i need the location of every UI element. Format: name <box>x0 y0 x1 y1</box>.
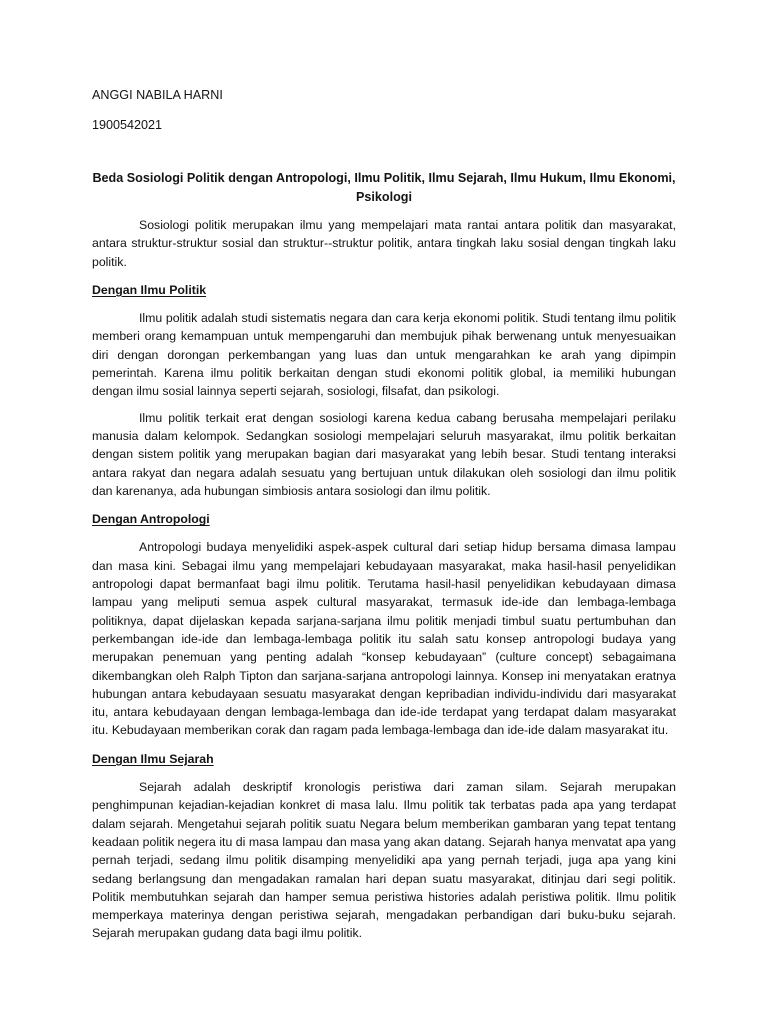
section-ilmu-politik <box>92 281 676 500</box>
section-antropologi <box>92 510 676 740</box>
intro-paragraph: Sosiologi politik merupakan ilmu yang mempelajari mata rantai antara politik dan masyarakat, antara struktur-struktur sosial dan struktur--struktur politik, antara tingkah laku sosial dengan tingkah laku politik. <box>92 218 676 269</box>
author-name: ANGGI NABILA HARNI <box>92 88 223 102</box>
section-paragraph: Ilmu politik terkait erat dengan sosiologi karena kedua cabang berusaha mempelajari perilaku manusia dalam kelompok. Sedangkan sosiologi mempelajari seluruh masyarakat, ilmu politik berkaitan dengan sistem politik yang merupakan bagian dari masyarakat yang lebih besar. Studi tentang interaksi antara rakyat dan negara adalah sesuatu yang bertujuan untuk dilakukan oleh sosiologi dan ilmu politik dan karenanya, ada hubungan simbiosis antara sosiologi dan ilmu politik. <box>92 410 676 498</box>
section-heading: Dengan Ilmu Sejarah <box>92 751 214 766</box>
section-ilmu-sejarah <box>92 750 676 943</box>
section-paragraph: Antropologi budaya menyelidiki aspek-aspek cultural dari setiap hidup bersama dimasa lampau dan masa kini. Sebagai ilmu yang mempelajari kebudayaan masyarakat, maka hasil-hasil penyelidikan antropologi dapat bermanfaat bagi ilmu politik. Terutama hasil-hasil penyelidikan kebudayaan dimasa lampau yang meliputi semua aspek cultural masyarakat, termasuk ide-ide dan lembaga-lembaga politiknya, dapat dijelaskan kepada sarjana-sarjana ilmu politik menjadi timbul suatu pertumbuhan dan perkembangan ide-ide dan lembaga-lembaga politik itu salah satu konsep antropologi budaya yang merupakan penemuan yang penting adalah “konsep kebudayaan” (culture concept) sebagaimana dikembangkan oleh Ralph Tipton dan sarjana-sarjana antropologi lainnya. Konsep ini menyatakan eratnya hubungan antara kebudayaan sesuatu masyarakat dengan kepribadian individu-individu dari masyarakat itu, antara kebudayaan dengan lembaga-lembaga dan ide-ide terdapat yang terdapat dalam masyarakat itu. Kebudayaan memberikan corak dan ragam pada lembaga-lembaga dan ide-ide dalam masyarakat itu. <box>92 540 676 738</box>
section-paragraph: Ilmu politik adalah studi sistematis negara dan cara kerja ekonomi politik. Studi tentang ilmu politik memberi orang kemampuan untuk mempengaruhi dan membujuk pihak berwenang untuk menyesuaikan diri dengan dorongan perkembangan yang luas dan untuk mengarahkan ke arah yang dipimpin pemerintah. Karena ilmu politik berkaitan dengan studi ekonomi politik global, ia memiliki hubungan dengan ilmu sosial lainnya seperti sejarah, sosiologi, filsafat, dan psikologi. <box>92 311 676 399</box>
document-title: Beda Sosiologi Politik dengan Antropologi, Ilmu Politik, Ilmu Sejarah, Ilmu Hukum, Ilmu Ekonomi, Psikologi <box>92 171 676 204</box>
document-body <box>92 216 676 943</box>
section-heading: Dengan Antropologi <box>92 512 210 527</box>
section-paragraph: Sejarah adalah deskriptif kronologis peristiwa dari zaman silam. Sejarah merupakan penghimpunan kejadian-kejadian konkret di masa lalu. Ilmu politik tak terbatas pada apa yang terdapat dalam sejarah. Mengetahui sejarah politik suatu Negara belum memberikan gambaran yang tepat tentang keadaan politik negera itu di masa lampau dan masa yang akan datang. Sejarah hanya menvatat apa yang pernah terjadi, sedang ilmu politik disamping menyelidiki apa yang pernah terjadi, juga apa yang kini sedang berlangsung dan mengadakan ramalan hari depan suatu masyarakat, ditinjau dari segi politik. Politik membutuhkan sejarah dan hamper semua peristiwa histories adalah peristiwa politik. Ilmu politik memperkaya materinya dengan peristiwa sejarah, mengadakan perbandigan dari buku-buku sejarah. Sejarah merupakan gudang data bagi ilmu politik. <box>92 780 676 941</box>
section-heading: Dengan Ilmu Politik <box>92 282 207 297</box>
student-id: 1900542021 <box>92 118 163 132</box>
